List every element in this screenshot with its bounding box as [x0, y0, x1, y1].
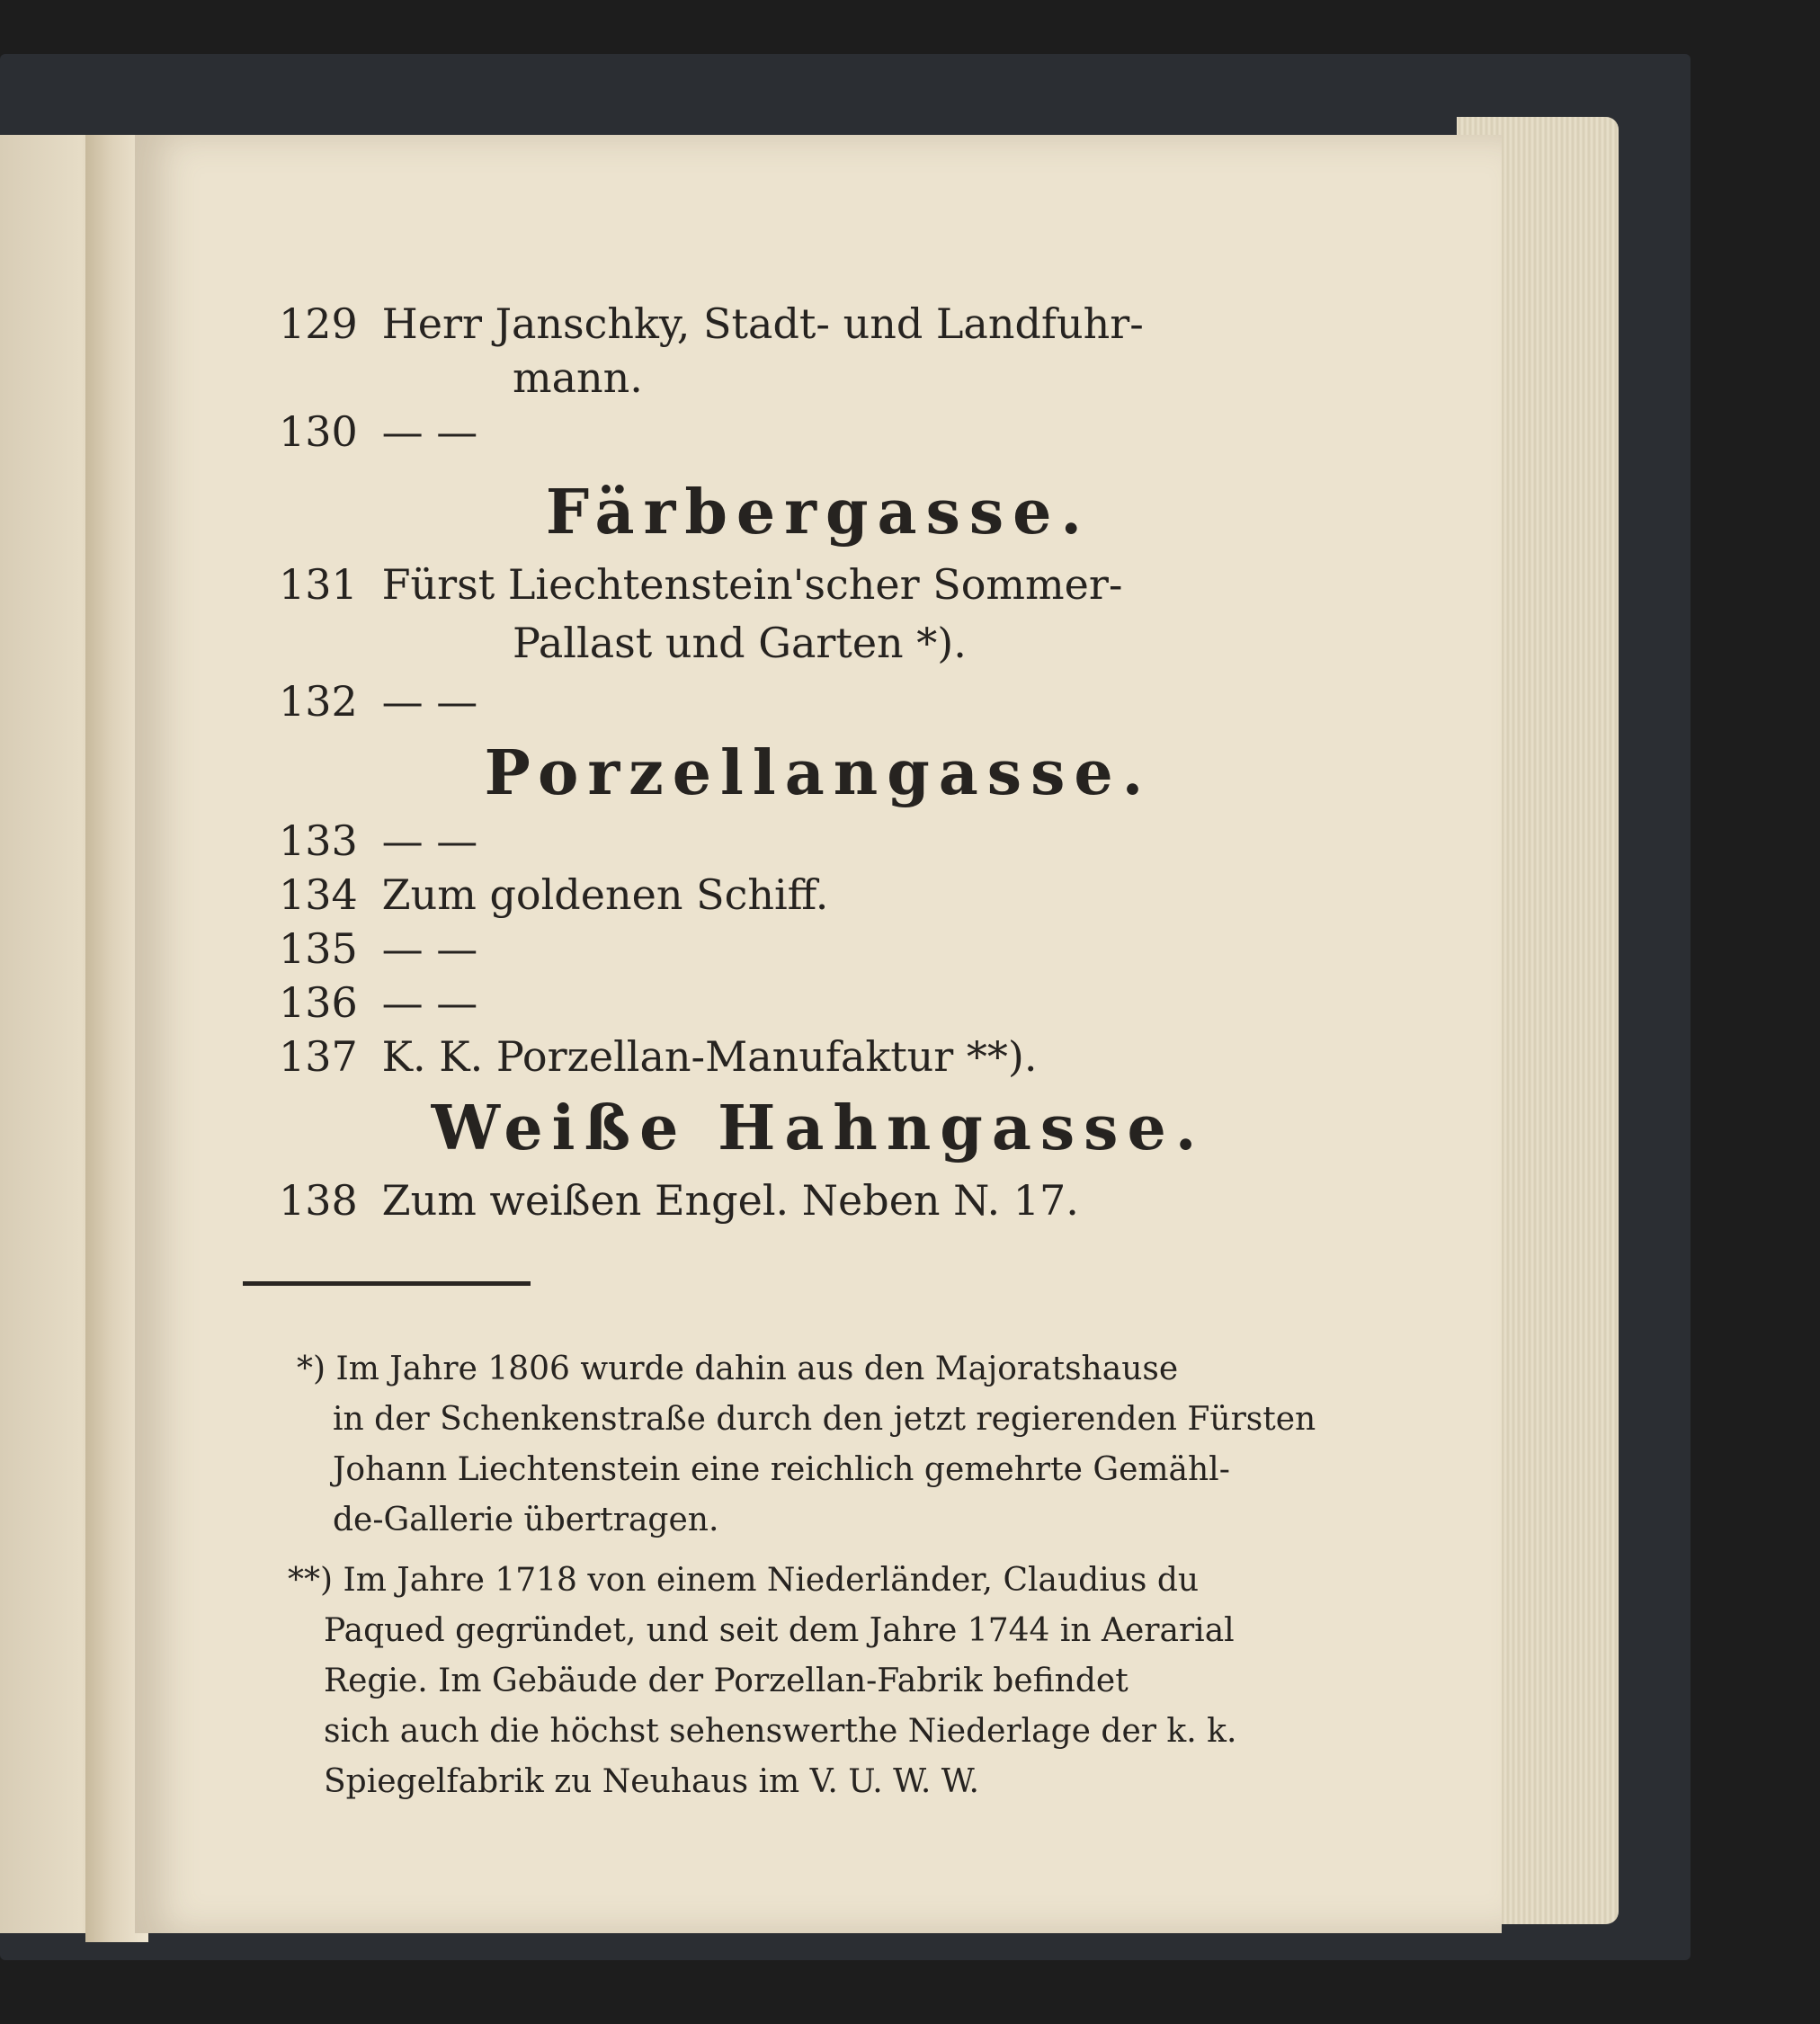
entry-number: 138 — [279, 1176, 358, 1225]
entry-text: mann. — [513, 353, 643, 402]
entry-text: Herr Janschky, Stadt- und Landfuhr- — [381, 299, 1144, 348]
entry-129 — [279, 297, 1144, 351]
entry-138 — [279, 1173, 1079, 1227]
footnote-1-line-2: in der Schenkenstraße durch den jetzt regierenden Fürsten — [333, 1401, 1316, 1438]
entry-number: 132 — [279, 677, 358, 726]
street-heading-porzellangasse: Porzellangasse. — [484, 737, 1153, 809]
entry-text: K. K. Porzellan-Manufaktur **). — [381, 1032, 1038, 1081]
entry-text: Zum goldenen Schiff. — [381, 870, 829, 919]
footnote-1-line-4: de-Gallerie übertragen. — [333, 1502, 719, 1538]
footnote-rule — [243, 1281, 531, 1286]
entry-number: 131 — [279, 560, 358, 609]
entry-133 — [279, 814, 477, 868]
street-heading-faerbergasse: Färbergasse. — [545, 477, 1092, 548]
entry-number: 129 — [279, 299, 358, 348]
book-page — [135, 135, 1502, 1933]
entry-text: — — — [381, 407, 478, 456]
entry-130 — [279, 405, 477, 459]
entry-136 — [279, 976, 477, 1030]
footnote-1-line-3: Johann Liechtenstein eine reichlich gemehrte Gemähl- — [333, 1451, 1230, 1488]
entry-text: Pallast und Garten *). — [513, 619, 967, 667]
footnote-1-line-1: *) Im Jahre 1806 wurde dahin aus den Majoratshause — [297, 1351, 1179, 1387]
entry-text: — — — [381, 816, 478, 865]
entry-number: 133 — [279, 816, 358, 865]
entry-text: — — — [381, 924, 478, 973]
entry-129-continued — [513, 351, 643, 405]
street-heading-weisse-hahngasse: Weiße Hahngasse. — [431, 1092, 1206, 1164]
entry-132 — [279, 674, 477, 728]
entry-number: 134 — [279, 870, 358, 919]
entry-131-continued — [513, 616, 967, 670]
entry-135 — [279, 922, 477, 976]
entry-137 — [279, 1030, 1037, 1083]
entry-number: 136 — [279, 978, 358, 1027]
footnote-2-line-5: Spiegelfabrik zu Neuhaus im V. U. W. W. — [324, 1763, 979, 1800]
entry-number: 137 — [279, 1032, 358, 1081]
entry-131 — [279, 557, 1122, 611]
entry-text: — — — [381, 677, 478, 726]
entry-number: 135 — [279, 924, 358, 973]
entry-text: — — — [381, 978, 478, 1027]
entry-134 — [279, 868, 828, 922]
footnote-2-line-1: **) Im Jahre 1718 von einem Niederländer, Claudius du — [288, 1562, 1200, 1599]
footnote-2-line-2: Paqued gegründet, und seit dem Jahre 1744 in Aerarial — [324, 1612, 1235, 1649]
footnote-2-line-4: sich auch die höchst sehenswerthe Niederlage der k. k. — [324, 1713, 1237, 1750]
entry-text: Zum weißen Engel. Neben N. 17. — [381, 1176, 1079, 1225]
entry-text: Fürst Liechtenstein'scher Sommer- — [381, 560, 1123, 609]
entry-number: 130 — [279, 407, 358, 456]
footnote-2-line-3: Regie. Im Gebäude der Porzellan-Fabrik befindet — [324, 1663, 1129, 1699]
